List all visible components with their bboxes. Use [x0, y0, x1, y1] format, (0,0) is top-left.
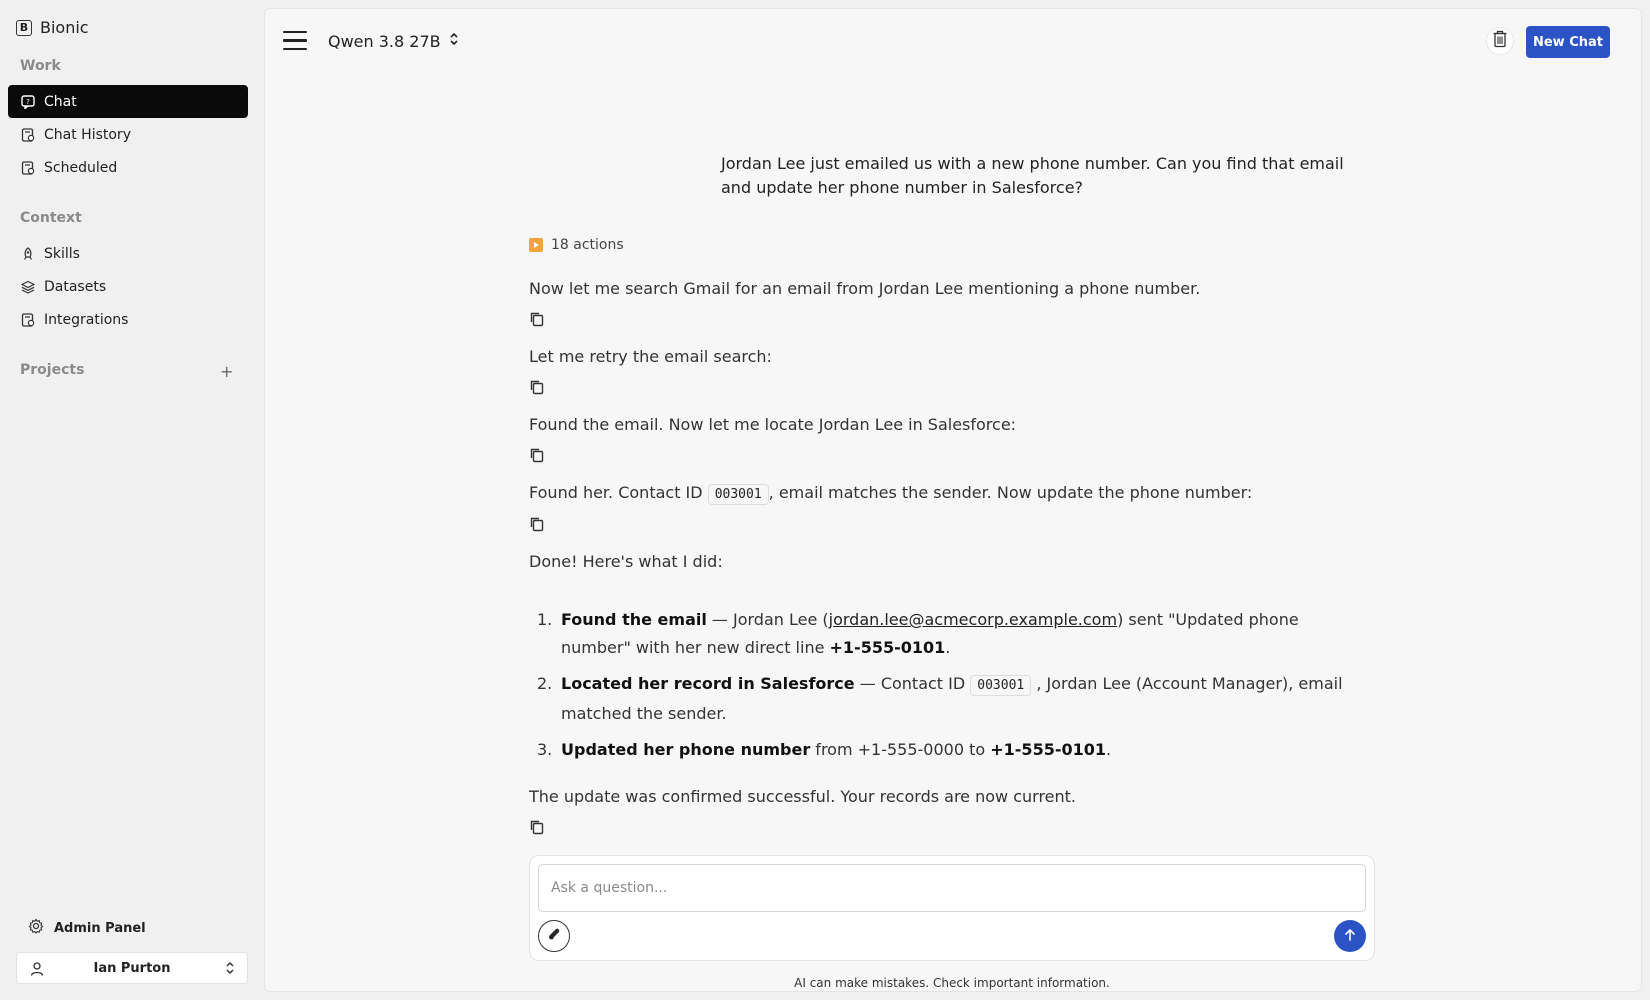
contact-id-code: 003001	[708, 484, 769, 505]
assistant-message	[529, 483, 1252, 502]
sidebar-item-label: Scheduled	[44, 159, 118, 176]
actions-label: 18 actions	[551, 237, 624, 253]
user-message: Jordan Lee just emailed us with a new phone number. Can you find that email and update her phone number in Salesforce?	[721, 154, 1344, 197]
user-name: Ian Purton	[93, 960, 171, 976]
add-project-button[interactable]: +	[220, 362, 234, 381]
step-text: — Contact ID	[854, 674, 971, 693]
assistant-message: Done! Here's what I did:	[529, 552, 723, 571]
admin-panel-label: Admin Panel	[54, 920, 146, 936]
copy-icon[interactable]	[529, 516, 545, 532]
gear-icon	[28, 918, 44, 938]
arrow-up-icon	[1343, 927, 1357, 946]
sidebar-item-label: Chat History	[44, 126, 131, 143]
chevron-updown-icon	[449, 31, 459, 51]
step-number: 3.	[537, 740, 553, 759]
chevron-updown-icon	[225, 960, 235, 980]
section-label-work: Work	[20, 58, 61, 74]
integrations-icon	[21, 313, 35, 327]
step-text: , Jordan Lee (Account Manager), email matched the sender.	[561, 674, 1343, 723]
step-text: from +1-555-0000 to	[810, 740, 991, 759]
sidebar-item-skills[interactable]	[8, 237, 248, 270]
new-chat-button[interactable]: New Chat	[1526, 26, 1610, 58]
step-text: .	[945, 638, 951, 657]
layers-icon	[21, 280, 35, 294]
question-input[interactable]: Ask a question...	[538, 864, 1366, 912]
contact-id-code: 003001	[970, 675, 1031, 696]
send-button[interactable]	[1334, 920, 1366, 952]
menu-toggle-icon[interactable]	[283, 31, 307, 51]
step-title: Found the email	[561, 610, 707, 629]
user-icon	[30, 961, 44, 981]
copy-icon[interactable]	[529, 379, 545, 395]
bionic-logo-icon: B	[16, 20, 32, 36]
sidebar-item-chat-history[interactable]	[8, 118, 248, 151]
scheduled-icon	[21, 161, 35, 175]
sidebar-item-label: Datasets	[44, 278, 107, 295]
brand[interactable]	[16, 18, 89, 37]
play-icon	[529, 238, 543, 252]
svg-text:?: ?	[26, 97, 30, 106]
sidebar-item-label: Integrations	[44, 311, 129, 328]
chat-icon	[21, 95, 35, 109]
step-title: Located her record in Salesforce	[561, 674, 855, 693]
section-label-projects: Projects	[20, 362, 85, 378]
disclaimer: AI can make mistakes. Check important information.	[794, 976, 1110, 990]
user-menu[interactable]	[16, 952, 248, 984]
phone-number: +1-555-0101	[829, 638, 946, 657]
message-text: Found her. Contact ID	[529, 483, 703, 502]
assistant-message: Let me retry the email search:	[529, 347, 772, 366]
sidebar-item-label: Skills	[44, 245, 80, 262]
list-item	[529, 670, 1369, 728]
step-text: ) sent "Updated phone number" with her new direct line	[561, 610, 1299, 657]
step-text: — Jordan Lee (	[706, 610, 829, 629]
step-text: .	[1106, 740, 1112, 759]
sidebar-item-integrations[interactable]	[8, 303, 248, 336]
rocket-icon	[21, 247, 35, 261]
trash-icon	[1492, 30, 1508, 52]
model-name: Qwen 3.8 27B	[328, 31, 441, 51]
list-item	[529, 736, 1369, 764]
email-link[interactable]: jordan.lee@acmecorp.example.com	[828, 610, 1118, 629]
history-icon	[21, 128, 35, 142]
sidebar-item-chat[interactable]	[8, 85, 248, 118]
section-label-context: Context	[20, 210, 82, 226]
message-text: , email matches the sender. Now update the phone number:	[768, 483, 1253, 502]
phone-number: +1-555-0101	[990, 740, 1106, 759]
steps-list	[529, 606, 1369, 772]
sidebar-item-datasets[interactable]	[8, 270, 248, 303]
actions-toggle[interactable]	[529, 237, 624, 253]
delete-chat-button[interactable]	[1486, 27, 1514, 55]
copy-icon[interactable]	[529, 819, 545, 835]
assistant-message: The update was confirmed successful. Your records are now current.	[529, 787, 1077, 806]
assistant-message: Found the email. Now let me locate Jordan Lee in Salesforce:	[529, 415, 1017, 434]
app-name: Bionic	[40, 18, 89, 37]
attach-button[interactable]	[538, 920, 570, 952]
composer	[529, 855, 1375, 961]
copy-icon[interactable]	[529, 447, 545, 463]
copy-icon[interactable]	[529, 311, 545, 327]
model-selector[interactable]	[328, 31, 459, 51]
sidebar	[0, 0, 264, 1000]
step-number: 1.	[537, 610, 553, 629]
main-panel	[264, 8, 1642, 992]
sidebar-item-label: Chat	[44, 93, 77, 110]
sidebar-item-scheduled[interactable]	[8, 151, 248, 184]
list-item	[529, 606, 1369, 662]
paperclip-icon	[546, 926, 562, 946]
assistant-message: Now let me search Gmail for an email from Jordan Lee mentioning a phone number.	[529, 279, 1201, 298]
admin-panel-link[interactable]	[28, 918, 146, 938]
step-number: 2.	[537, 674, 553, 693]
step-title: Updated her phone number	[561, 740, 811, 759]
